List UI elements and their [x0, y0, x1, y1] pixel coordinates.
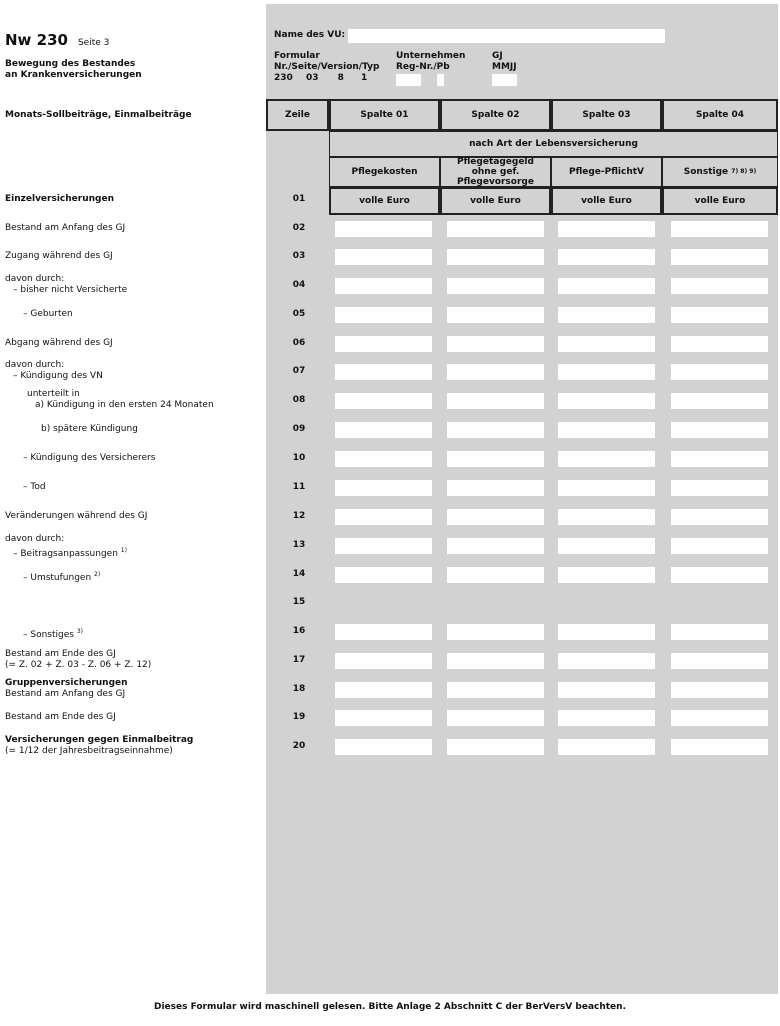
spalte-02-header: Spalte 02	[440, 99, 551, 131]
category-pflegetagegeld: Pflegetagegeld ohne gef. Pflegevorsorge	[440, 157, 551, 187]
input-cell-spalte-04[interactable]	[671, 451, 768, 467]
input-cell-spalte-04[interactable]	[671, 249, 768, 265]
input-cell-spalte-02[interactable]	[447, 682, 544, 698]
reg-nr-field[interactable]	[396, 74, 421, 86]
input-cell-spalte-02[interactable]	[447, 278, 544, 294]
input-cell-spalte-02[interactable]	[447, 739, 544, 755]
input-cell-spalte-03[interactable]	[558, 538, 655, 554]
spalte-01-header: Spalte 01	[329, 99, 440, 131]
row-label: Zugang während des GJ	[5, 251, 113, 261]
row-number: 17	[292, 655, 306, 665]
row-number: 01	[292, 194, 306, 204]
category-pflege-pflichtv: Pflege-PflichtV	[551, 157, 662, 187]
row-number: 03	[292, 251, 306, 261]
input-cell-spalte-04[interactable]	[671, 480, 768, 496]
row-number: 09	[292, 424, 306, 434]
input-cell-spalte-04[interactable]	[671, 567, 768, 583]
row-label-line1: Bestand am Ende des GJ	[5, 649, 116, 659]
pb-field[interactable]	[437, 74, 444, 86]
gj-label: GJ MMJJ	[492, 51, 517, 72]
input-cell-spalte-01[interactable]	[335, 422, 432, 438]
input-cell-spalte-01[interactable]	[335, 682, 432, 698]
row-number: 18	[292, 684, 306, 694]
input-cell-spalte-02[interactable]	[447, 221, 544, 237]
row-label-line2: – Beitragsanpassungen $^{1)}$	[13, 547, 127, 559]
input-cell-spalte-01[interactable]	[335, 624, 432, 640]
input-cell-spalte-03[interactable]	[558, 249, 655, 265]
input-cell-spalte-03[interactable]	[558, 567, 655, 583]
input-cell-spalte-03[interactable]	[558, 739, 655, 755]
input-cell-spalte-02[interactable]	[447, 480, 544, 496]
row-label: b) spätere Kündigung	[41, 424, 138, 434]
input-cell-spalte-03[interactable]	[558, 653, 655, 669]
input-cell-spalte-03[interactable]	[558, 336, 655, 352]
input-cell-spalte-01[interactable]	[335, 653, 432, 669]
input-cell-spalte-03[interactable]	[558, 278, 655, 294]
input-cell-spalte-02[interactable]	[447, 249, 544, 265]
row-label-line2: – bisher nicht Versicherte	[13, 285, 128, 295]
spalte-03-header: Spalte 03	[551, 99, 662, 131]
footer-note: Dieses Formular wird maschinell gelesen. Bitte Anlage 2 Abschnitt C der BerVersV beachten.	[153, 1002, 626, 1012]
row-number: 11	[292, 482, 306, 492]
input-cell-spalte-03[interactable]	[558, 307, 655, 323]
formular-values: 230 03 8 1	[274, 73, 368, 83]
input-cell-spalte-03[interactable]	[558, 682, 655, 698]
input-cell-spalte-04[interactable]	[671, 364, 768, 380]
input-cell-spalte-02[interactable]	[447, 653, 544, 669]
category-sonstige: Sonstige 7) 8) 9)	[662, 157, 778, 187]
row-label-line2: (= Z. 02 + Z. 03 - Z. 06 + Z. 12)	[5, 660, 152, 670]
gj-field[interactable]	[492, 74, 517, 86]
row-label	[5, 678, 128, 700]
group-header: nach Art der Lebensversicherung	[329, 131, 778, 157]
input-cell-spalte-04[interactable]	[671, 509, 768, 525]
row-number: 08	[292, 395, 306, 405]
input-cell-spalte-04[interactable]	[671, 393, 768, 409]
unternehmen-label: Unternehmen Reg-Nr./Pb	[396, 51, 466, 72]
formular-label: Formular Nr./Seite/Version/Typ	[274, 51, 380, 72]
row-label	[5, 735, 193, 757]
input-cell-spalte-02[interactable]	[447, 393, 544, 409]
section-title: Monats-Sollbeiträge, Einmalbeiträge	[5, 110, 192, 120]
input-cell-spalte-04[interactable]	[671, 739, 768, 755]
input-cell-spalte-02[interactable]	[447, 710, 544, 726]
input-cell-spalte-02[interactable]	[447, 509, 544, 525]
row-label: Abgang während des GJ	[5, 338, 113, 348]
row-label: – Geburten	[23, 309, 73, 319]
input-cell-spalte-04[interactable]	[671, 307, 768, 323]
input-cell-spalte-01[interactable]	[335, 364, 432, 380]
input-cell-spalte-04[interactable]	[671, 653, 768, 669]
input-cell-spalte-01[interactable]	[335, 480, 432, 496]
input-cell-spalte-01[interactable]	[335, 221, 432, 237]
row-number: 13	[292, 540, 306, 550]
row-label-line1: davon durch:	[5, 360, 65, 370]
input-cell-spalte-01[interactable]	[335, 336, 432, 352]
row-label-line1: Gruppenversicherungen	[5, 678, 128, 688]
input-cell-spalte-01[interactable]	[335, 739, 432, 755]
units-col-04: volle Euro	[662, 187, 778, 215]
row-label-line1: unterteilt in	[27, 389, 80, 399]
row-number: 19	[292, 712, 306, 722]
row-number: 20	[292, 741, 306, 751]
category-pflegekosten: Pflegekosten	[329, 157, 440, 187]
row-label: – Sonstiges $^{3)}$	[23, 628, 83, 640]
input-cell-spalte-03[interactable]	[558, 480, 655, 496]
input-cell-spalte-04[interactable]	[671, 422, 768, 438]
input-cell-spalte-04[interactable]	[671, 278, 768, 294]
input-cell-spalte-03[interactable]	[558, 451, 655, 467]
input-cell-spalte-04[interactable]	[671, 221, 768, 237]
row-number: 06	[292, 338, 306, 348]
row-number: 16	[292, 626, 306, 636]
input-cell-spalte-04[interactable]	[671, 336, 768, 352]
row-label: Veränderungen während des GJ	[5, 511, 148, 521]
zeile-header: Zeile	[266, 99, 329, 131]
input-cell-spalte-03[interactable]	[558, 710, 655, 726]
form-code: Nw 230 Seite 3	[5, 31, 110, 49]
form-title: Bewegung des Bestandes an Krankenversicherungen	[5, 59, 142, 80]
row-label: Bestand am Ende des GJ	[5, 712, 116, 722]
input-cell-spalte-03[interactable]	[558, 509, 655, 525]
row-label-line1: Versicherungen gegen Einmalbeitrag	[5, 735, 194, 745]
input-cell-spalte-04[interactable]	[671, 682, 768, 698]
input-cell-spalte-04[interactable]	[671, 710, 768, 726]
row-label	[5, 274, 127, 296]
row-number: 12	[292, 511, 306, 521]
row-label-line1: davon durch:	[5, 274, 65, 284]
row-label: Einzelversicherungen	[5, 194, 114, 204]
input-cell-spalte-04[interactable]	[671, 624, 768, 640]
input-cell-spalte-01[interactable]	[335, 249, 432, 265]
row-number: 10	[292, 453, 306, 463]
vu-name-field[interactable]	[348, 29, 665, 43]
row-label	[5, 389, 214, 411]
input-cell-spalte-03[interactable]	[558, 422, 655, 438]
input-cell-spalte-02[interactable]	[447, 451, 544, 467]
row-number: 07	[292, 366, 306, 376]
row-number: 15	[292, 597, 306, 607]
input-cell-spalte-02[interactable]	[447, 422, 544, 438]
row-label	[5, 360, 103, 382]
spalte-04-header: Spalte 04	[662, 99, 778, 131]
row-label: – Kündigung des Versicherers	[23, 453, 156, 463]
input-cell-spalte-02[interactable]	[447, 336, 544, 352]
input-cell-spalte-01[interactable]	[335, 710, 432, 726]
input-cell-spalte-01[interactable]	[335, 538, 432, 554]
input-cell-spalte-02[interactable]	[447, 624, 544, 640]
row-label-line2: Bestand am Anfang des GJ	[5, 689, 126, 699]
row-label-line2: (= 1/12 der Jahresbeitragseinnahme)	[5, 746, 173, 756]
input-cell-spalte-03[interactable]	[558, 221, 655, 237]
input-cell-spalte-01[interactable]	[335, 451, 432, 467]
input-cell-spalte-01[interactable]	[335, 278, 432, 294]
vu-name-label: Name des VU:	[274, 30, 346, 40]
row-label: – Tod	[23, 482, 46, 492]
row-number: 04	[292, 280, 306, 290]
input-cell-spalte-04[interactable]	[671, 538, 768, 554]
row-label-line2: – Kündigung des VN	[13, 371, 103, 381]
row-label-line1: davon durch:	[5, 534, 65, 544]
input-cell-spalte-02[interactable]	[447, 567, 544, 583]
input-cell-spalte-02[interactable]	[447, 364, 544, 380]
input-cell-spalte-01[interactable]	[335, 393, 432, 409]
units-col-03: volle Euro	[551, 187, 662, 215]
input-cell-spalte-03[interactable]	[558, 624, 655, 640]
row-label	[5, 649, 151, 671]
input-cell-spalte-02[interactable]	[447, 307, 544, 323]
row-label: Bestand am Anfang des GJ	[5, 223, 126, 233]
row-label	[5, 534, 127, 560]
row-label-line2: a) Kündigung in den ersten 24 Monaten	[35, 400, 214, 410]
input-cell-spalte-03[interactable]	[558, 393, 655, 409]
input-cell-spalte-03[interactable]	[558, 364, 655, 380]
units-col-01: volle Euro	[329, 187, 440, 215]
row-number: 05	[292, 309, 306, 319]
input-cell-spalte-02[interactable]	[447, 538, 544, 554]
input-cell-spalte-01[interactable]	[335, 307, 432, 323]
input-cell-spalte-01[interactable]	[335, 567, 432, 583]
row-number: 14	[292, 569, 306, 579]
input-cell-spalte-01[interactable]	[335, 509, 432, 525]
units-col-02: volle Euro	[440, 187, 551, 215]
row-label: – Umstufungen $^{2)}$	[23, 571, 101, 583]
row-number: 02	[292, 223, 306, 233]
